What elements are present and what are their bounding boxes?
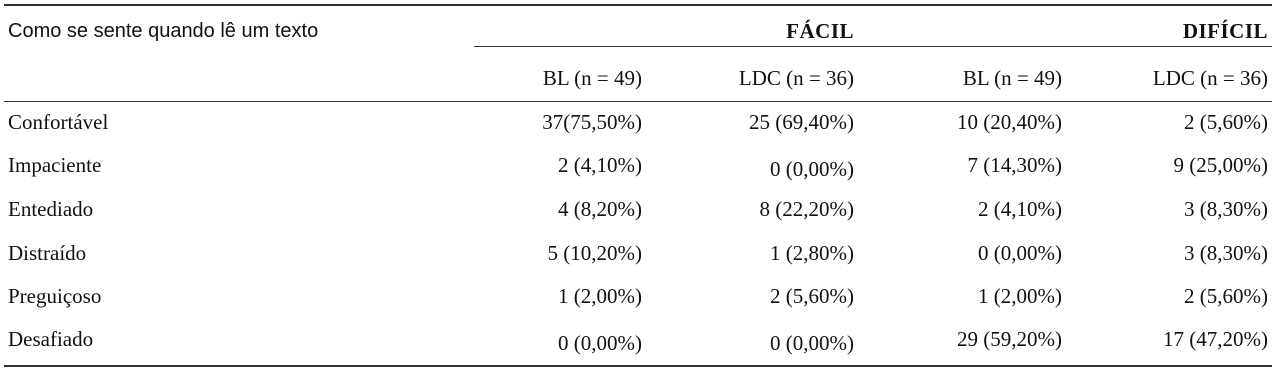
cell-ldc-dificil: 2 (5,60%) [1184,110,1268,134]
row-label: Confortável [8,110,109,134]
cell-ldc-dificil: 17 (47,20%) [1163,326,1268,351]
question-label: Como se sente quando lê um texto [8,20,319,42]
cell-bl-dificil: 2 (4,10%) [978,197,1062,221]
column-header-ldc-dificil: LDC (n = 36) [1152,66,1268,90]
cell-bl-dificil: 7 (14,30%) [967,152,1062,177]
row-label: Impaciente [8,152,102,177]
data-table [4,4,1272,367]
table-header-row [4,6,1272,46]
cell-bl-facil: 1 (2,00%) [558,284,642,308]
cell-bl-dificil: 0 (0,00%) [978,240,1062,265]
column-header-ldc-facil: LDC (n = 36) [738,66,854,90]
cell-ldc-facil: 25 (69,40%) [749,110,854,134]
table-row [4,102,1272,147]
column-header-bl-dificil: BL (n = 49) [962,66,1062,90]
cell-bl-facil: 37(75,50%) [542,110,642,134]
cell-bl-dificil: 1 (2,00%) [978,284,1062,308]
table-row [4,191,1272,236]
cell-ldc-dificil: 9 (25,00%) [1173,152,1268,177]
table-row [4,236,1272,281]
table-subheader-row [4,46,1272,98]
cell-ldc-facil: 1 (2,80%) [770,240,854,265]
group-header-facil: FÁCIL [786,19,854,43]
cell-bl-facil: 5 (10,20%) [547,240,642,265]
table-row [4,280,1272,325]
cell-ldc-facil: 8 (22,20%) [759,197,854,221]
row-label: Preguiçoso [8,284,102,308]
row-label: Entediado [8,197,94,221]
cell-ldc-dificil: 3 (8,30%) [1184,197,1268,221]
cell-ldc-facil: 2 (5,60%) [770,284,854,308]
cell-bl-facil: 0 (0,00%) [558,330,642,355]
row-label: Desafiado [8,326,94,351]
cell-ldc-dificil: 3 (8,30%) [1184,240,1268,265]
cell-bl-facil: 2 (4,10%) [558,152,642,177]
cell-bl-facil: 4 (8,20%) [558,197,642,221]
group-header-dificil: DIFÍCIL [1182,19,1268,43]
table-row [4,147,1272,192]
cell-ldc-dificil: 2 (5,60%) [1184,284,1268,308]
cell-bl-dificil: 29 (59,20%) [957,326,1062,351]
cell-ldc-facil: 0 (0,00%) [770,156,854,181]
table-row [4,325,1272,365]
column-header-bl-facil: BL (n = 49) [542,66,642,90]
row-label: Distraído [8,240,87,265]
cell-bl-dificil: 10 (20,40%) [957,110,1062,134]
table-bottom-rule [4,365,1272,367]
cell-ldc-facil: 0 (0,00%) [770,330,854,355]
